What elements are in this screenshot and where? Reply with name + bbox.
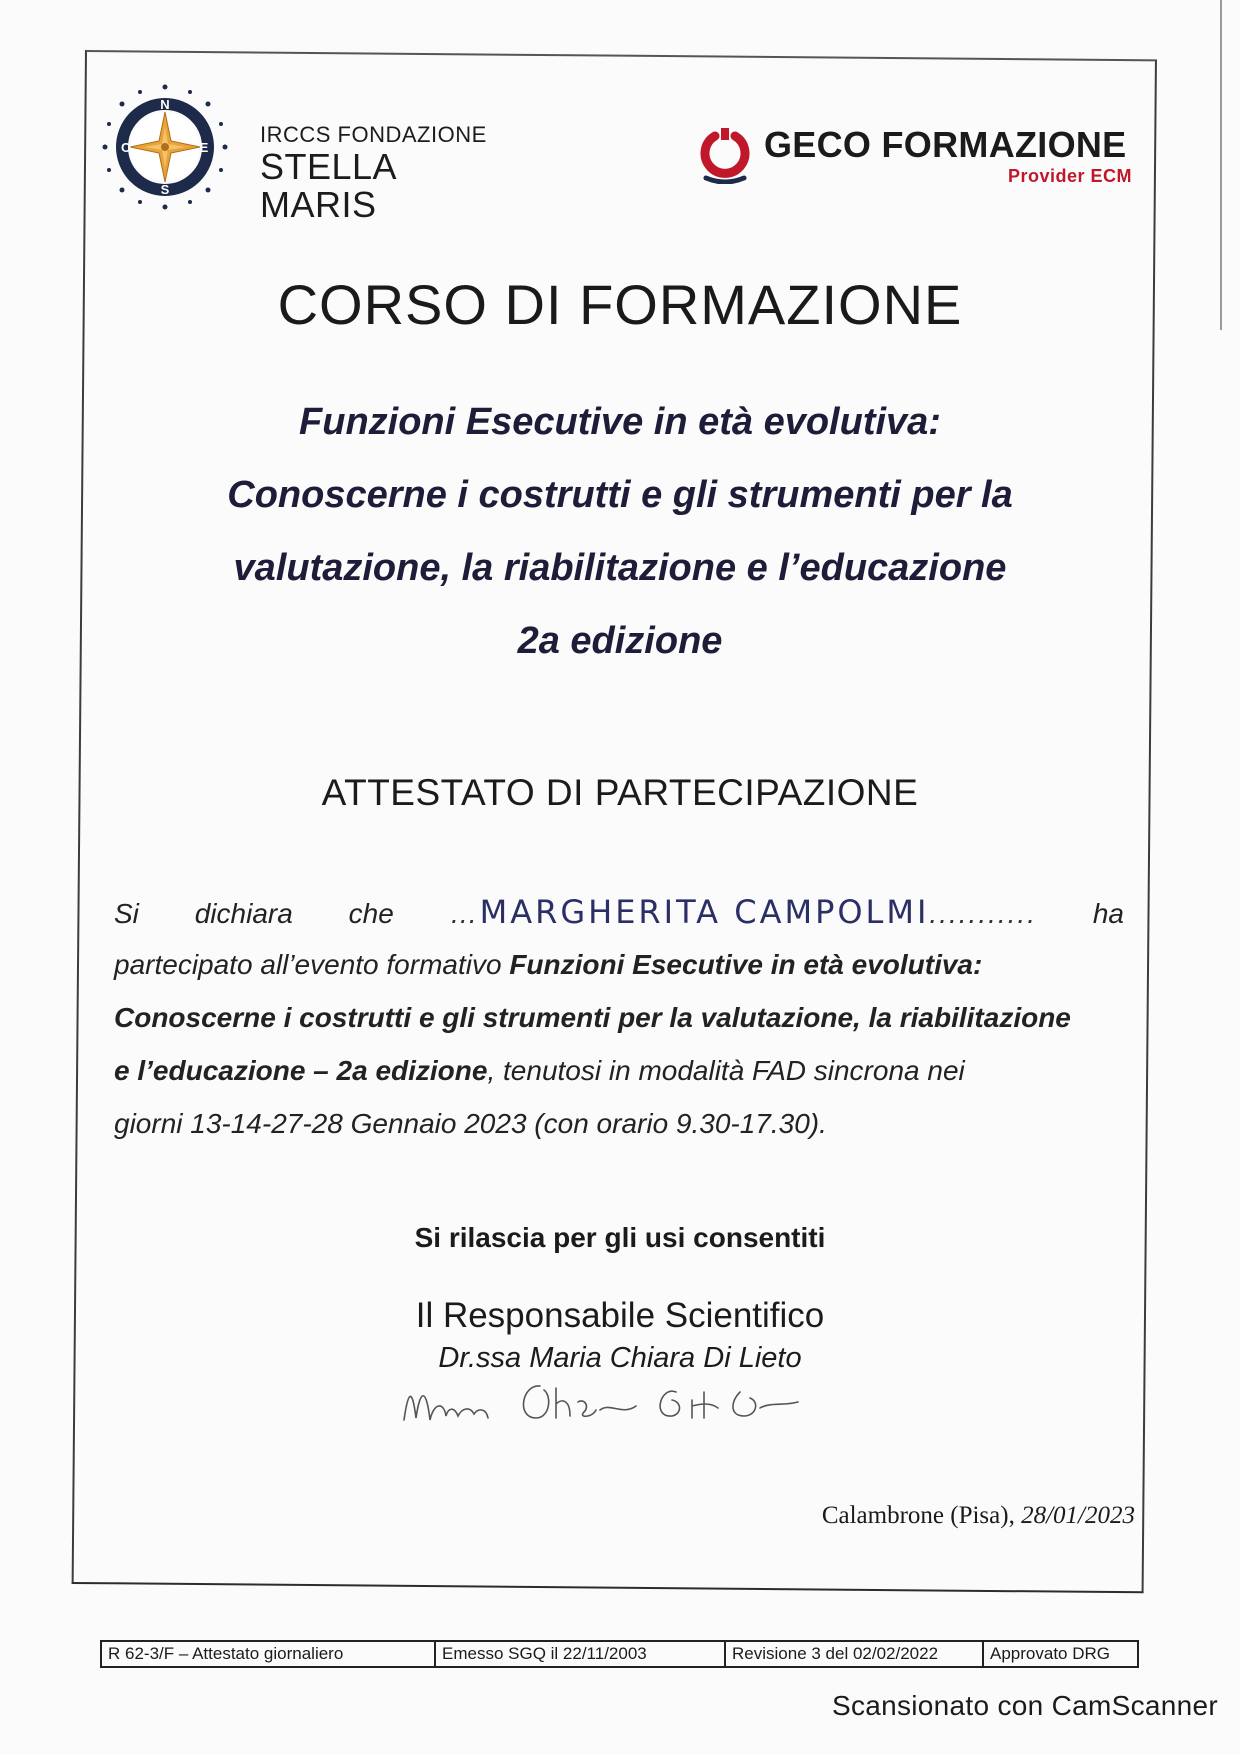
declaration-line-2 [114,943,1124,996]
revision: Revisione 3 del 02/02/2022 [726,1642,984,1666]
declaration-text-normal: giorni 13-14-27-28 Gennaio 2023 (con orario 9.30-17.30). [114,1108,827,1139]
course-title-line: Conoscerne i costrutti e gli strumenti per la [227,474,1013,516]
place: Calambrone (Pisa), [821,1502,1022,1529]
handwritten-signature [400,1372,840,1432]
declaration-text-bold: e l’educazione – 2a edizione [114,1055,488,1086]
place-date [822,1502,1135,1530]
dotted-fill: … [449,898,480,929]
camscanner-watermark: Scansionato con CamScanner [831,1690,1218,1721]
course-title-line: 2a edizione [517,620,723,662]
course-title-line: valutazione, la riabilitazione e l’educazione [233,547,1007,589]
attestato-heading: ATTESTATO DI PARTECIPAZIONE [321,772,919,813]
responsabile-name: Dr.ssa Maria Chiara Di Lieto [438,1342,802,1374]
compass-letter-n: N [160,97,170,112]
compass-letter-e: E [199,140,209,155]
stella-maris-line2: STELLA MARIS [260,146,396,225]
geco-name: GECO FORMAZIONE [764,124,1127,165]
declaration-text [114,890,1124,1155]
declaration-text-bold: Conoscerne i costrutti e gli strumenti per la valutazione, la riabilitazione [114,1002,1071,1033]
declaration-line-3 [114,996,1124,1049]
dotted-fill: ........... [929,898,1037,929]
declaration-word: Si [114,898,139,929]
course-title-line: Funzioni Esecutive in età evolutiva: [299,401,941,443]
issue-date: 28/01/2023 [1021,1502,1135,1529]
compass-letter-o: O [120,140,132,155]
participant-name-field [450,890,1037,936]
document-control-table [100,1640,1139,1668]
declaration-word: che [348,898,394,929]
course-heading: CORSO DI FORMAZIONE [277,273,963,336]
declaration-text-normal: partecipato all’evento formativo [114,949,502,980]
declaration-word: dichiara [194,898,293,929]
declaration-text-bold: Funzioni Esecutive in età evolutiva: [509,949,983,980]
responsabile-title: Il Responsabile Scientifico [415,1296,825,1335]
stella-maris-line1: IRCCS FONDAZIONE [260,122,487,147]
stella-maris-wordmark [260,122,495,224]
geco-ring-icon [700,128,750,184]
geco-formazione-logo [700,124,1140,194]
approved-by: Approvato DRG [990,1644,1110,1663]
compass-letter-s: S [160,182,170,197]
declaration-text-normal: , tenutosi in modalità FAD sincrona nei [487,1055,965,1086]
course-title [100,395,1140,687]
participant-name: MARGHERITA CAMPOLMI [479,893,930,931]
declaration-line-1 [114,890,1124,943]
declaration-word: ha [1092,898,1124,929]
declaration-line-5 [114,1102,1124,1155]
issued-date: Emesso SGQ il 22/11/2003 [436,1642,726,1666]
stella-maris-logo [95,82,495,225]
rilascia-statement: Si rilascia per gli usi consentiti [414,1222,826,1253]
geco-subtitle: Provider ECM [1007,166,1132,186]
compass-rose-icon [95,82,235,212]
declaration-line-4 [114,1049,1124,1102]
form-code: R 62-3/F – Attestato giornaliero [102,1642,436,1666]
